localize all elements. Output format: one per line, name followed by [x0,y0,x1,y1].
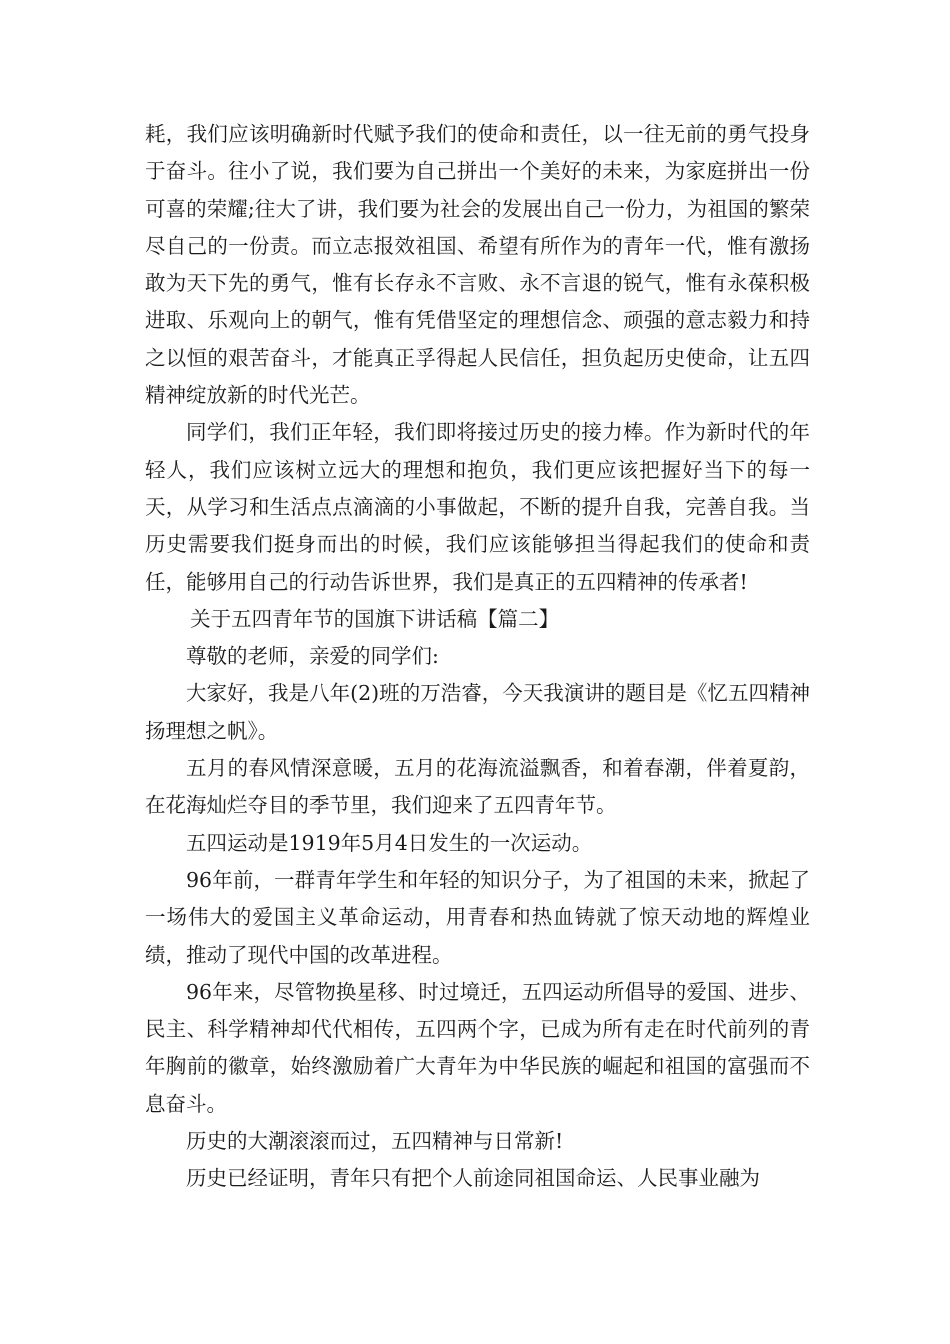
body-paragraph: 耗，我们应该明确新时代赋予我们的使命和责任，以一往无前的勇气投身于奋斗。往小了说，我们要为自己拼出一个美好的未来，为家庭拼出一份可喜的荣耀;往大了讲，我们要为社会的发展出自己一份力，为祖国的繁荣尽自己的一份责。而立志报效祖国、希望有所作为的青年一代，惟有激扬敢为天下先的勇气，惟有长存永不言败、永不言退的锐气，惟有永葆积极进取、乐观向上的朝气，惟有凭借坚定的理想信念、顽强的意志毅力和持之以恒的艰苦奋斗，才能真正孚得起人民信任，担负起历史使命，让五四精神绽放新的时代光芒。 [145,122,810,408]
body-paragraph: 96年来，尽管物换星移、时过境迁，五四运动所倡导的爱国、进步、民主、科学精神却代代相传，五四两个字，已成为所有走在时代前列的青年胸前的徽章，始终激励着广大青年为中华民族的崛起和祖国的富强而不息奋斗。 [145,979,810,1116]
salutation: 尊敬的老师，亲爱的同学们: [186,644,439,669]
body-paragraph: 大家好，我是八年(2)班的万浩睿，今天我演讲的题目是《忆五四精神扬理想之帆》。 [145,681,810,743]
body-paragraph: 五月的春风情深意暖，五月的花海流溢飘香，和着春潮，伴着夏韵，在花海灿烂夺目的季节里，我们迎来了五四青年节。 [145,756,810,818]
body-paragraph: 96年前，一群青年学生和年轻的知识分子，为了祖国的未来，掀起了一场伟大的爱国主义革命运动，用青春和热血铸就了惊天动地的辉煌业绩，推动了现代中国的改革进程。 [145,867,810,967]
section-heading: 关于五四青年节的国旗下讲话稿【篇二】 [190,606,560,631]
document-page [145,116,810,1198]
body-paragraph: 五四运动是1919年5月4日发生的一次运动。 [186,830,593,855]
body-paragraph: 同学们，我们正年轻，我们即将接过历史的接力棒。作为新时代的年轻人，我们应该树立远大的理想和抱负，我们更应该把握好当下的每一天，从学习和生活点点滴滴的小事做起，不断的提升自我，完善自我。当历史需要我们挺身而出的时候，我们应该能够担当得起我们的使命和责任，能够用自己的行动告诉世界，我们是真正的五四精神的传承者! [145,420,810,594]
body-paragraph: 历史已经证明，青年只有把个人前途同祖国命运、人民事业融为 [186,1166,760,1191]
body-paragraph: 历史的大潮滚滚而过，五四精神与日常新! [186,1129,564,1154]
